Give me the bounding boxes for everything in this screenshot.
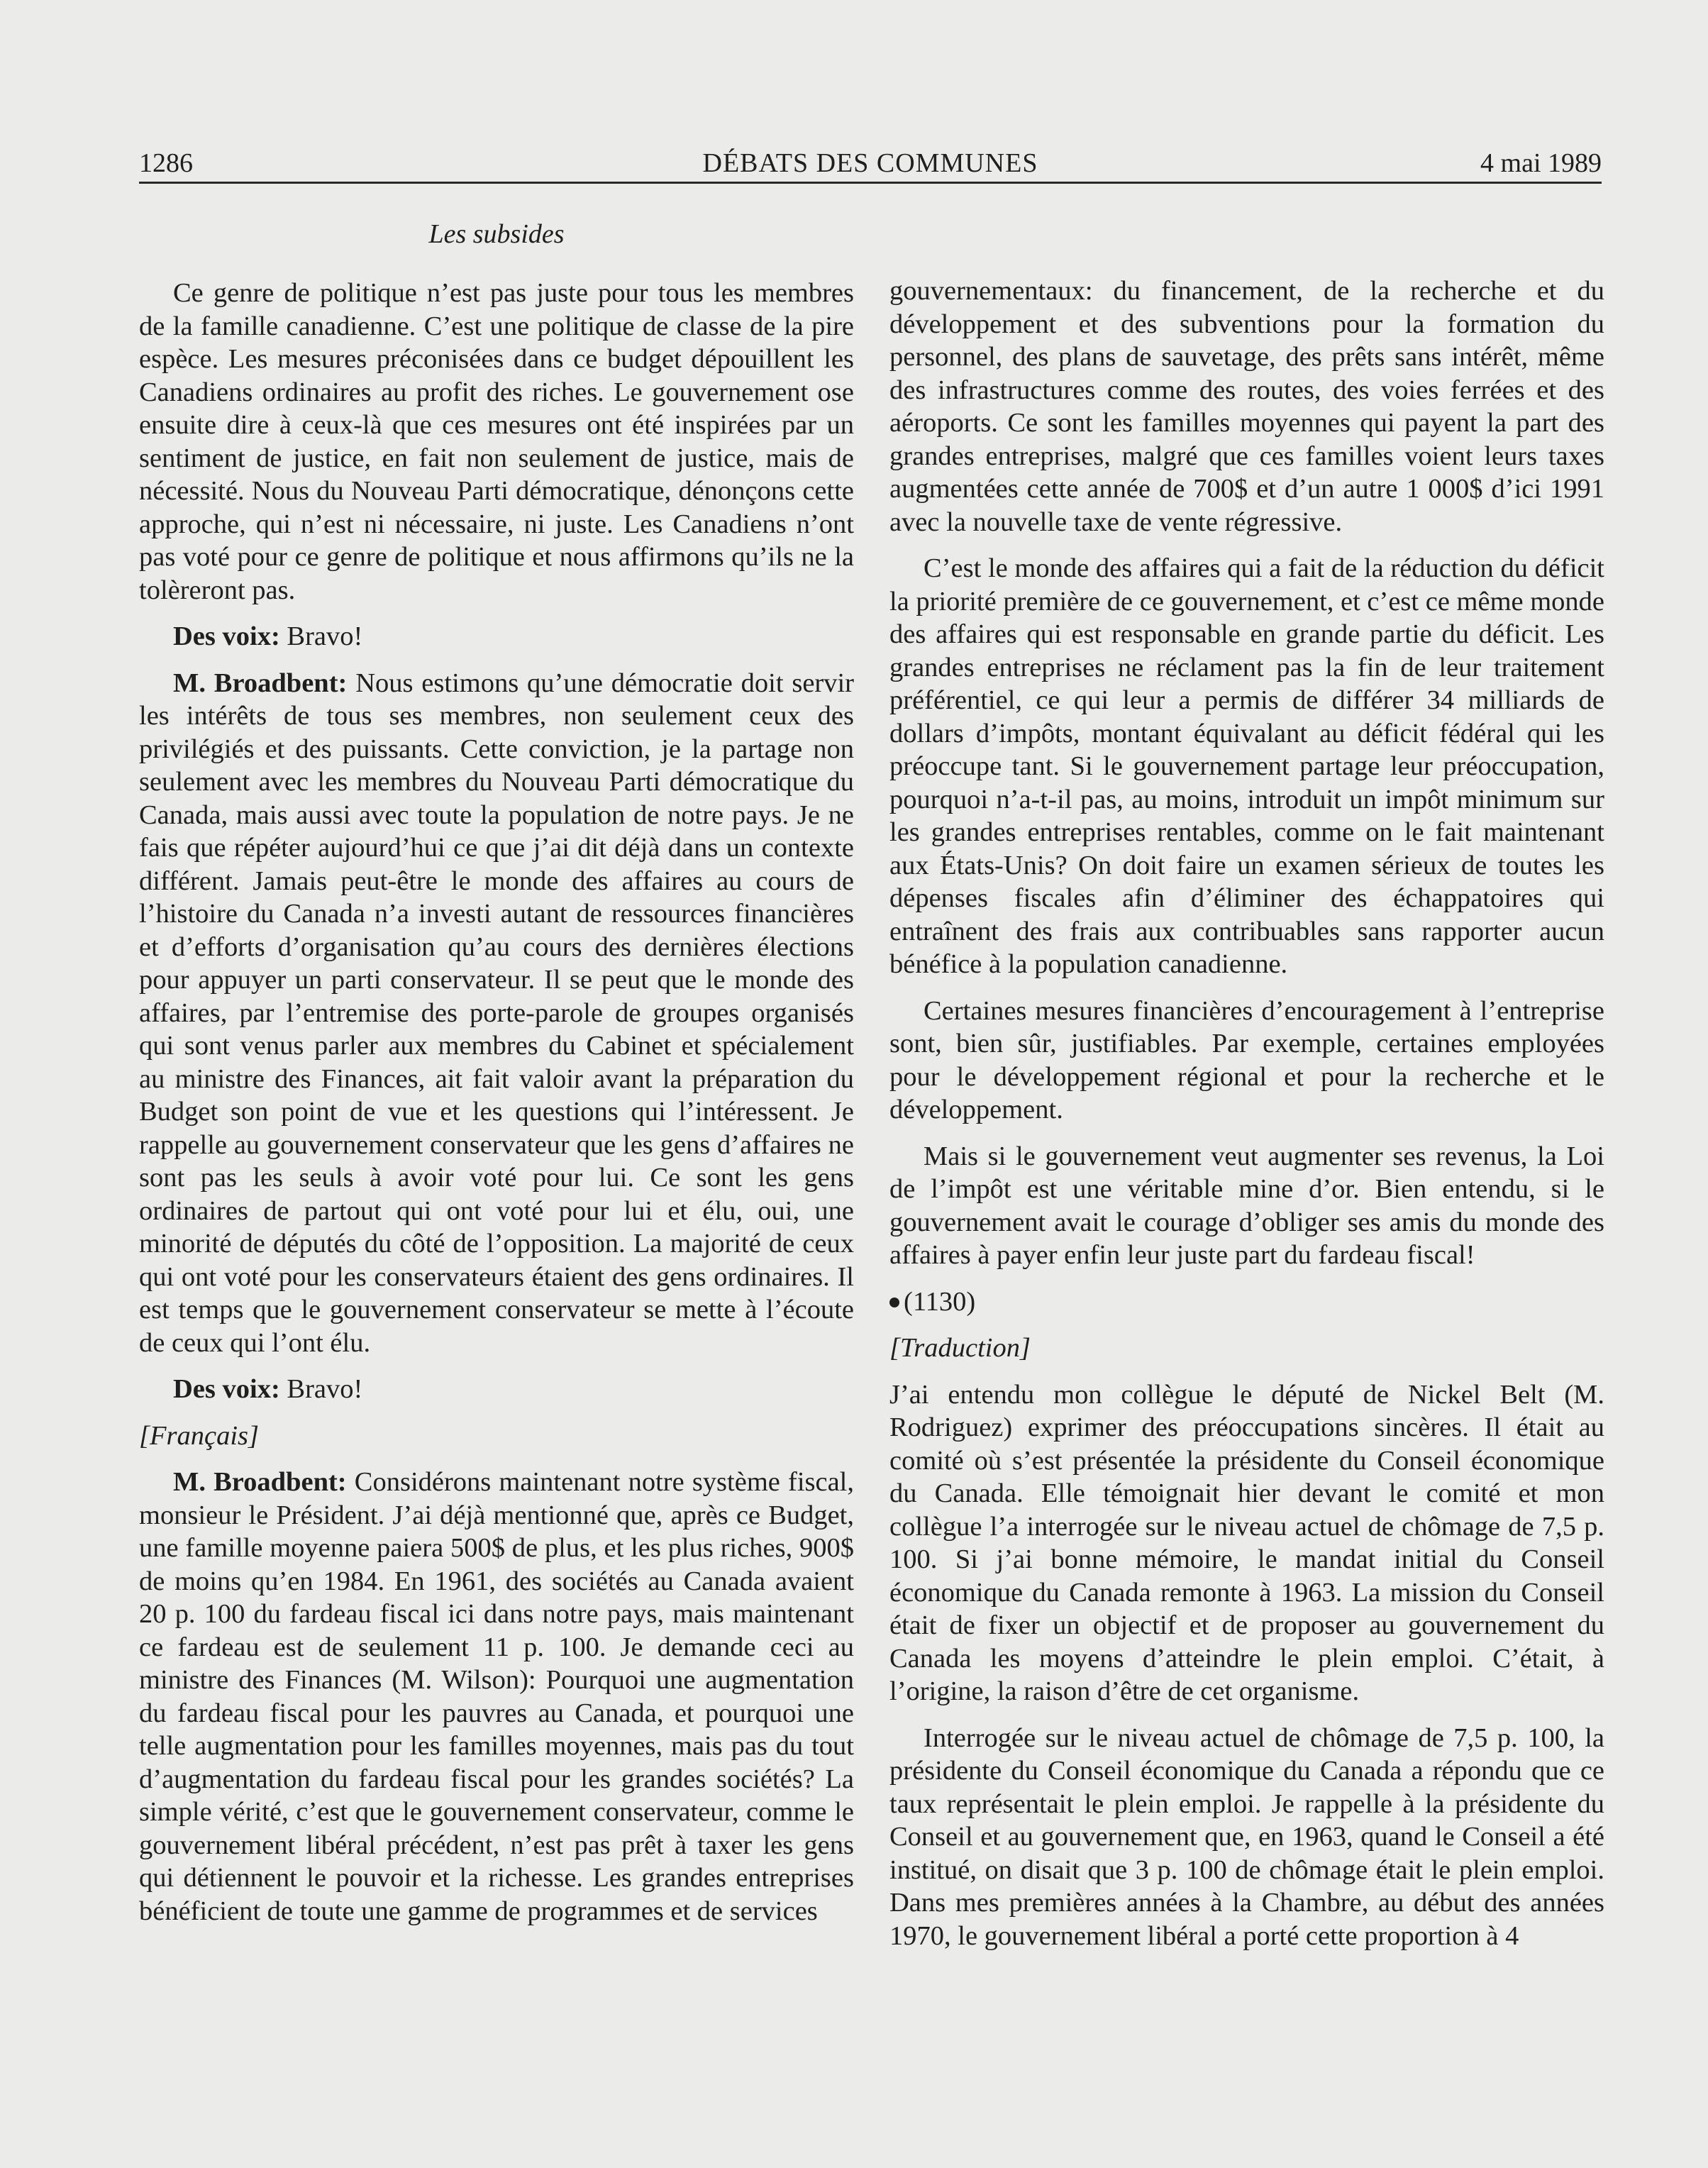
speaker-label: M. Broadbent: [173,668,348,698]
speaker-label: M. Broadbent: [173,1467,347,1497]
paragraph: Certaines mesures financières d’encouragement à l’entreprise sont, bien sûr, justifiables. Par exemple, certaines employées pour le développement régional et pour la recherche et le développement. [889,995,1604,1124]
page-number: 1286 [139,148,193,178]
bullet-icon [889,1298,899,1307]
page-header [139,143,1602,183]
paragraph: C’est le monde des affaires qui a fait de la réduction du déficit la priorité première de ce gouvernement, et c’est ce même monde des affaires qui est responsable en grande partie du déficit. Les grandes entreprises ne réclament pas la fin de leur traitement préférentiel, ce qui leur a permis de différer 34 milliards de dollars d’impôts, montant équivalant au déficit fédéral qui les préoccupe tant. Si le gouvernement partage leur préoccupation, pourquoi n’a-t-il pas, au moins, introduit un impôt minimum sur les grandes entreprises rentables, comme on le fait maintenant aux États-Unis? On doit faire un examen sérieux de toutes les dépenses fiscales afin d’éliminer des échappatoires qui entraînent des frais aux contribuables sans rapporter aucun bénéfice à la population canadienne. [889,553,1605,979]
paragraph: Mais si le gouvernement veut augmenter ses revenus, la Loi de l’impôt est une véritable mine d’or. Bien entendu, si le gouvernement avait le courage d’obliger ses amis du monde des affaires à payer enfin leur juste part du fardeau fiscal! [889,1141,1604,1270]
speaker-label: Des voix: [173,1374,280,1404]
right-column [889,275,1604,1966]
section-title: Les subsides [428,219,565,249]
paragraph: Interrogée sur le niveau actuel de chômage de 7,5 p. 100, la présidente du Conseil économique du Canada a répondu que ce taux représentait le plein emploi. Je rappelle à la présidente du Conseil et au gouvernement que, en 1963, quand le Conseil a été institué, on disait que 3 p. 100 de chômage était le plein emploi. Dans mes premières années à la Chambre, au début des années 1970, le gouvernement libéral a porté cette proportion à 4 [889,1722,1604,1951]
time-marker-text: (1130) [904,1286,976,1317]
language-marker: [Traduction] [889,1333,1031,1363]
paragraph: J’ai entendu mon collègue le député de Nickel Belt (M. Rodriguez) exprimer des préoccupations sincères. Il était au comité où s’est présentée la présidente du Conseil économique du Canada. Elle témoignait hier devant le comité et mon collègue l’a interrogée sur le niveau actuel de chômage de 7,5 p. 100. Si j’ai bonne mémoire, le mandat initial du Conseil économique du Canada remonte à 1963. La mission du Conseil était de fixer un objectif et de proposer au gouvernement du Canada les moyens d’atteindre le plein emploi. C’était, à l’origine, la raison d’être de cet organisme. [889,1379,1604,1706]
interjection-text: Bravo! [287,1374,363,1404]
left-column [139,277,854,1941]
speech-paragraph [139,1466,854,1928]
paragraph: gouvernementaux: du financement, de la recherche et du développement et des subventions pour la formation du personnel, des plans de sauvetage, des prêts sans intérêt, même des infrastructures comme des routes, des voies ferrées et des aéroports. Ce sont les familles moyennes qui payent la part des grandes entreprises, malgré que ces familles voient leurs taxes augmentées cette année de 700$ et d’un autre 1 000$ d’ici 1991 avec la nouvelle taxe de vente régressive. [889,276,1604,537]
speech-text: Considérons maintenant notre système fiscal, monsieur le Président. J’ai déjà mentionné que, après ce Budget, une famille moyenne paiera 500$ de plus, et les plus riches, 900$ de moins qu’en 1984. En 1961, des sociétés au Canada avaient 20 p. 100 du fardeau fiscal ici dans notre pays, mais maintenant ce fardeau est de seulement 11 p. 100. Je demande ceci au ministre des Finances (M. Wilson): Pourquoi une augmentation du fardeau fiscal pour les pauvres au Canada, et pourquoi une telle augmentation pour les familles moyennes, mais pas du tout d’augmentation du fardeau fiscal pour les grandes sociétés? La simple vérité, c’est que le gouvernement conservateur, comme le gouvernement libéral précédent, n’est pas prêt à taxer les gens qui détiennent le pouvoir et la richesse. Les grandes entreprises bénéficient de toute une gamme de programmes et de services [139,1467,854,1926]
language-marker: [Français] [139,1420,259,1451]
paragraph: Ce genre de politique n’est pas juste pour tous les membres de la famille canadienne. C’est une politique de classe de la pire espèce. Les mesures préconisées dans ce budget dépouillent les Canadiens ordinaires au profit des riches. Le gouvernement ose ensuite dire à ceux-là que ces mesures ont été inspirées par un sentiment de justice, en fait non seulement de justice, mais de nécessité. Nous du Nouveau Parti démocratique, dénonçons cette approche, qui n’est ni nécessaire, ni juste. Les Canadiens n’ont pas voté pour ce genre de politique et nous affirmons qu’ils ne la tolèreront pas. [139,278,854,605]
speech-paragraph [139,667,854,1360]
time-marker [889,1285,1604,1319]
publication-title: DÉBATS DES COMMUNES [702,148,1038,178]
speech-text: Nous estimons qu’une démocratie doit servir les intérêts de tous ses membres, non seulement ceux des privilégiés et des puissants. Cette conviction, je la partage non seulement avec les membres du Nouveau Parti démocratique du Canada, mais aussi avec toute la population de notre pays. Je ne fais que répéter aujourd’hui ce que j’ai dit déjà dans un contexte différent. Jamais peut-être le monde des affaires au cours de l’histoire du Canada n’a investi autant de ressources financières et d’efforts d’organisation qu’au cours des dernières élections pour appuyer un parti conservateur. Il se peut que le monde des affaires, par l’entremise des porte-parole de groupes organisés qui sont venus parler aux membres du Cabinet et spécialement au ministre des Finances, ait fait valoir avant la préparation du Budget son point de vue et les questions qui l’intéressent. Je rappelle au gouvernement conservateur que les gens d’affaires ne sont pas les seuls à avoir voté pour lui. Ce sont les gens ordinaires de partout qui ont voté pour lui et élu, oui, une minorité de députés du côté de l’opposition. La majorité de ceux qui ont voté pour les conservateurs étaient des gens ordinaires. Il est temps que le gouvernement conservateur se mette à l’écoute de ceux qui l’ont élu. [139,668,855,1358]
interjection [139,620,854,653]
header-rule [139,182,1602,184]
interjection-text: Bravo! [287,621,363,651]
speaker-label: Des voix: [173,621,280,651]
publication-date: 4 mai 1989 [1480,148,1602,178]
interjection [139,1373,854,1406]
